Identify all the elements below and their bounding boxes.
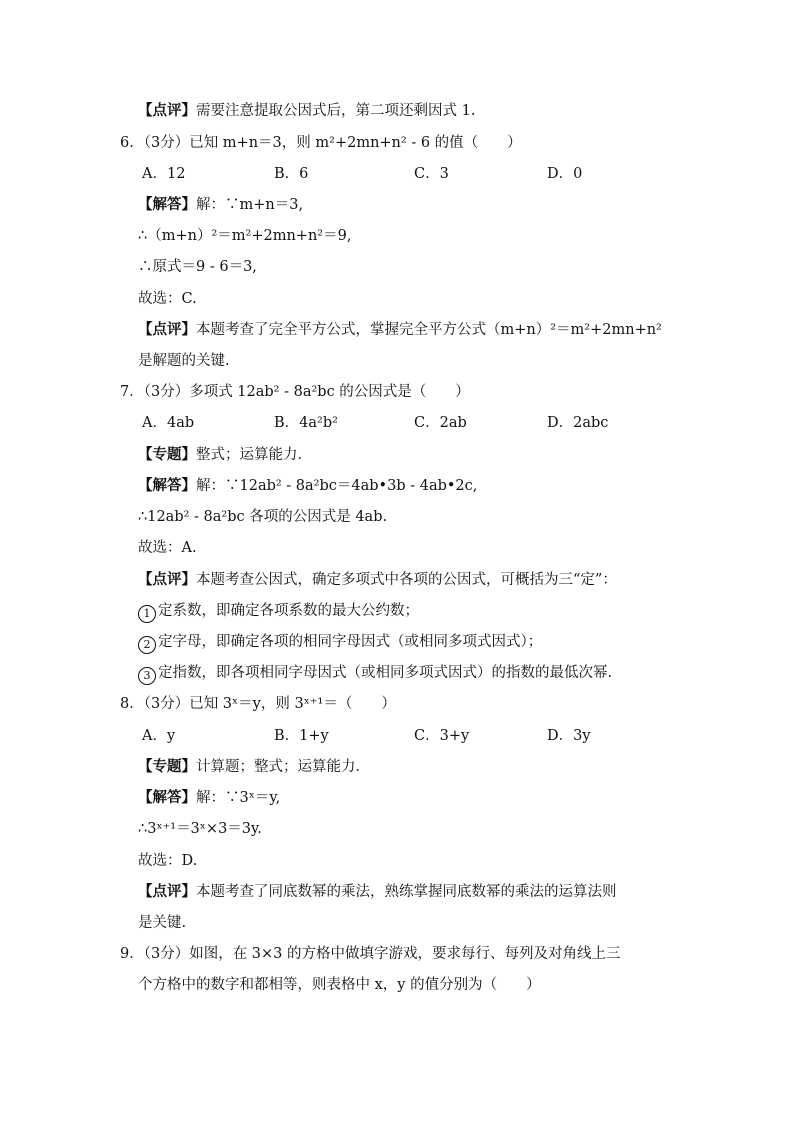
topic-text: 计算题；整式；运算能力． [196,759,370,775]
topic-text: 整式；运算能力． [196,447,312,463]
q7-answer-line: ∴12ab² - 8a²bc 各项的公因式是 4ab. [138,509,388,525]
q7-comment-item [138,663,612,685]
comment-tag: 【点评】 [138,321,196,338]
q8-option-c: C．3+y [414,728,470,744]
comment-tag: 【点评】 [138,883,196,900]
q8-option-b: B．1+y [274,728,329,744]
comment-line: 定字母，即确定各项的相同字母因式（或相同多项式因式）； [158,634,543,650]
q7-option-a: A．4ab [142,415,195,431]
q8-answer-line: ∴3ˣ⁺¹＝3ˣ×3＝3y. [138,821,262,837]
q8-comment [138,882,617,902]
comment-text: 需要注意提取公因式后，第二项还剩因式 1. [196,103,476,119]
comment-line: 本题考查公因式，确定多项式中各项的公因式，可概括为三“定”： [196,572,617,588]
comment-line: 定指数，即各项相同字母因式（或相同多项式因式）的指数的最低次幂. [158,665,613,681]
circled-number: 1 [138,605,156,623]
q6-comment-line: 是解题的关键. [138,353,230,369]
answer-tag: 【解答】 [138,477,196,494]
q7-comment [138,570,617,590]
q6-option-c: C．3 [414,166,449,182]
q7-topic [138,445,312,465]
q6-option-b: B．6 [274,166,309,182]
q8-answer-line: 故选：D. [138,853,198,869]
q6-option-a: A．12 [142,166,186,182]
comment-tag: 【点评】 [138,102,196,119]
q7-comment-item [138,601,419,623]
q7-option-c: C．2ab [414,415,467,431]
comment-tag: 【点评】 [138,571,196,588]
circled-number: 3 [138,667,156,685]
q5-comment [138,101,475,121]
q7-comment-item [138,632,542,654]
answer-line: 解：∵m+n＝3, [196,197,304,213]
answer-tag: 【解答】 [138,196,196,213]
q8-option-a: A．y [142,728,176,744]
q8-topic [138,757,370,777]
topic-tag: 【专题】 [138,446,196,463]
comment-line: 定系数，即确定各项系数的最大公约数； [158,603,419,619]
q6-answer-line: ∴原式＝9 - 6＝3, [138,259,257,275]
q8-stem: 8．（3分）已知 3ˣ＝y，则 3ˣ⁺¹＝（ ） [120,696,396,712]
q6-answer-line: 故选：C. [138,291,197,307]
q8-option-d: D．3y [547,728,591,744]
q7-option-b: B．4a²b² [274,415,338,431]
q8-answer [138,788,280,808]
q6-answer-line: ∴（m+n）²＝m²+2mn+n²＝9, [138,228,352,244]
q6-comment [138,320,662,340]
circled-number: 2 [138,636,156,654]
comment-line: 本题考查了同底数幂的乘法，熟练掌握同底数幂的乘法的运算法则 [196,884,617,900]
topic-tag: 【专题】 [138,758,196,775]
q9-stem-line: 个方格中的数字和都相等，则表格中 x，y 的值分别为（ ） [138,977,541,993]
comment-line: 本题考查了完全平方公式，掌握完全平方公式（m+n）²＝m²+2mn+n² [196,322,662,338]
q6-option-d: D．0 [547,166,583,182]
answer-line: 解：∵12ab² - 8a²bc＝4ab•3b - 4ab•2c, [196,478,478,494]
q6-stem: 6．（3分）已知 m+n＝3，则 m²+2mn+n² - 6 的值（ ） [120,135,522,151]
q7-answer [138,476,477,496]
q7-option-d: D．2abc [547,415,609,431]
q9-stem-line: 9．（3分）如图，在 3×3 的方格中做填字游戏，要求每行、每列及对角线上三 [120,946,621,962]
q8-comment-line: 是关键. [138,915,187,931]
q7-stem: 7．（3分）多项式 12ab² - 8a²bc 的公因式是（ ） [120,384,470,400]
answer-line: 解：∵3ˣ＝y, [196,790,281,806]
q6-answer [138,195,303,215]
answer-tag: 【解答】 [138,789,196,806]
q7-answer-line: 故选：A. [138,540,197,556]
